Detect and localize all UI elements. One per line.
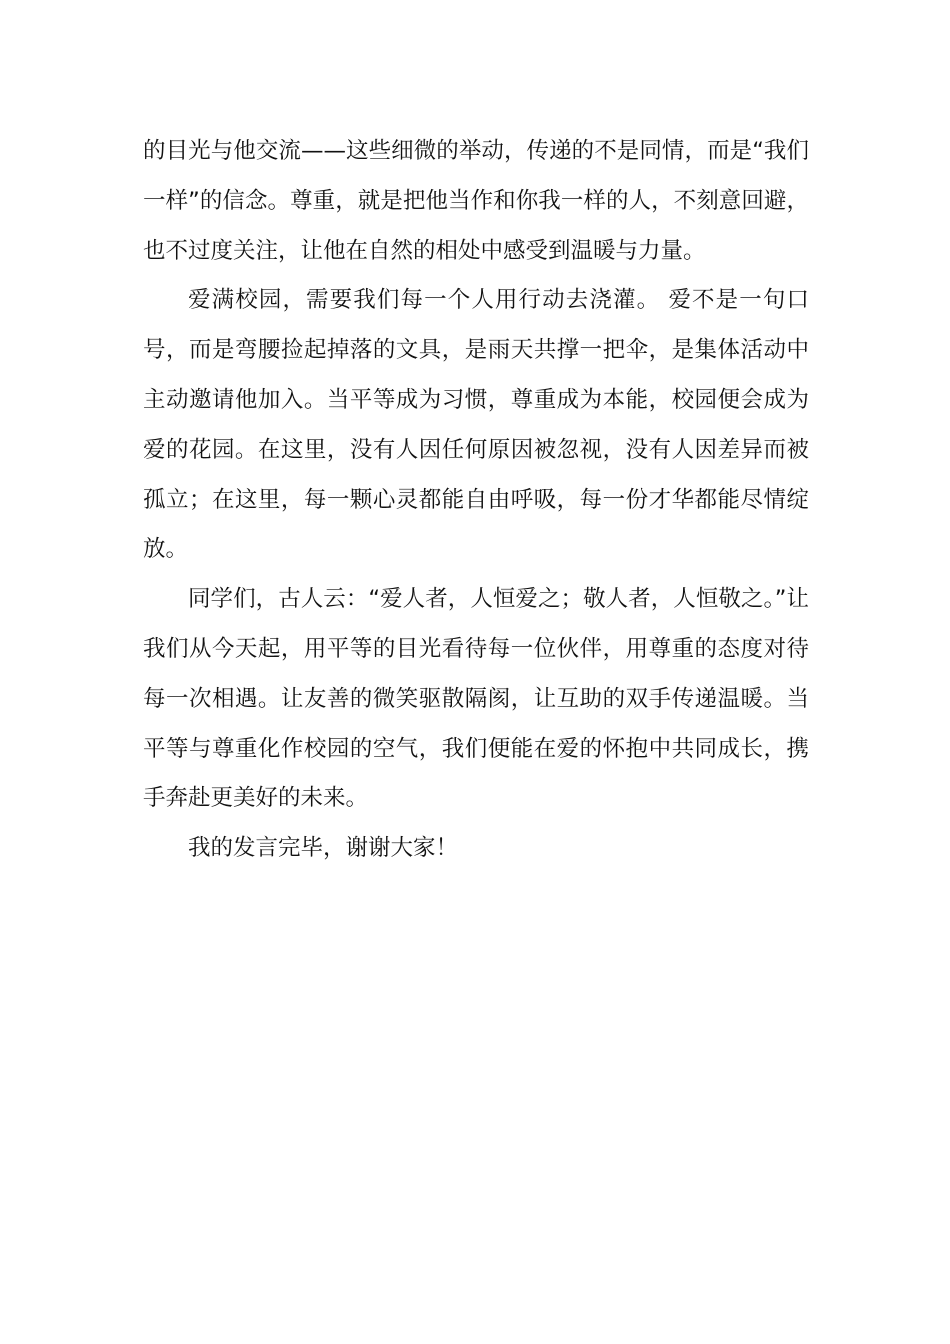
- paragraph-closing: 我的发言完毕，谢谢大家！: [188, 835, 459, 862]
- paragraph-continuation: 的目光与他交流——这些细微的举动，传递的不是同情，而是“我们一样”的信念。尊重，就是把他当作和你我一样的人，不刻意回避，也不过度关注，让他在自然的相处中感受到温暖与力量。: [143, 138, 809, 264]
- paragraph-appeal: 同学们，古人云：“爱人者，人恒爱之；敬人者，人恒敬之。”让我们从今天起，用平等的目光看待每一位伙伴，用尊重的态度对待每一次相遇。让友善的微笑驱散隔阂，让互助的双手传递温暖。当平等与尊重化作校园的空气，我们便能在爱的怀抱中共同成长，携手奔赴更美好的未来。: [143, 586, 809, 812]
- paragraph-action: 爱满校园，需要我们每一个人用行动去浇灌。 爱不是一句口号，而是弯腰捡起掉落的文具，是雨天共撑一把伞，是集体活动中主动邀请他加入。当平等成为习惯，尊重成为本能，校园便会成为爱的花园。在这里，没有人因任何原因被忽视，没有人因差异而被孤立；在这里，每一颗心灵都能自由呼吸，每一份才华都能尽情绽放。: [143, 287, 809, 563]
- document-body: [143, 127, 809, 874]
